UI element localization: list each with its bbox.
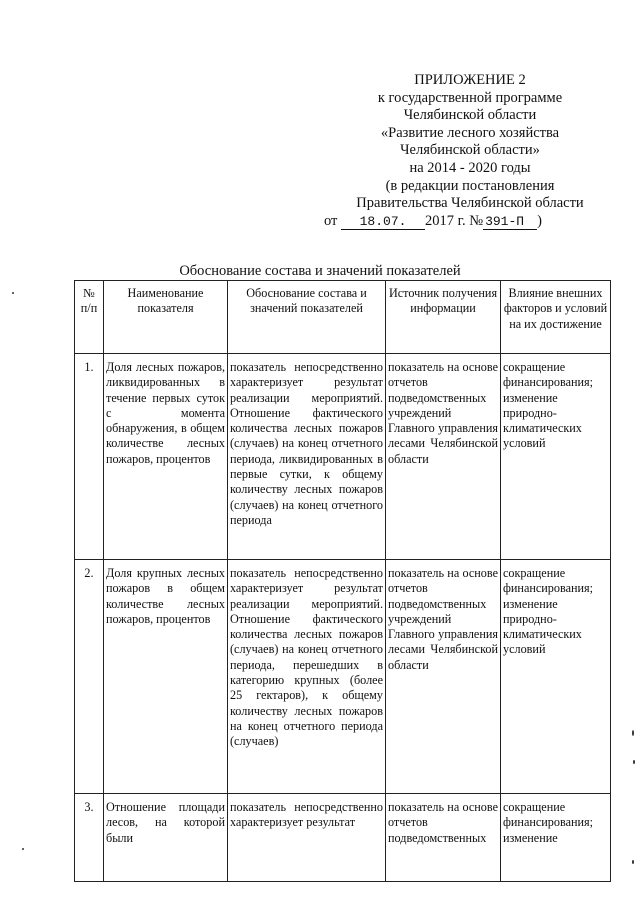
- scan-speck: [22, 848, 24, 850]
- date-prefix: от: [324, 212, 338, 229]
- indicators-table: [74, 280, 611, 882]
- column-header-factors: Влияние внешних факторов и условий на их достижение: [501, 281, 611, 354]
- indicator-factors: сокращение финансирования; изменение природно-климатических условий: [501, 354, 611, 560]
- indicator-source: показатель на основе отчетов подведомственных учреждений Главного управления лесами Челябинской области: [386, 560, 501, 794]
- date-year: 2017 г. №: [425, 212, 484, 229]
- row-number: 2.: [75, 560, 104, 794]
- column-header-source: Источник получения информации: [386, 281, 501, 354]
- column-header-rationale: Обоснование состава и значений показателей: [228, 281, 386, 354]
- scan-speck: [633, 760, 635, 764]
- indicator-name: Доля лесных пожаров, ликвидированных в течение первых суток с момента обнаружения, в общем количестве лесных пожаров, процентов: [104, 354, 228, 560]
- header-line: (в редакции постановления: [385, 177, 555, 194]
- indicator-source: показатель на основе отчетов подведомственных учреждений Главного управления лесами Челябинской области: [386, 354, 501, 560]
- decree-number: 391-П: [483, 214, 537, 230]
- table-row: [75, 354, 611, 560]
- indicator-rationale: показатель непосредственно характеризует результат реализации мероприятий. Отношение фактического количества лесных пожаров (случаев) на конец отчетного периода, перешедших в категорию крупных (более 25 гектаров), к общему количеству лесных пожаров на конец отчетного периода (случаев): [228, 560, 386, 794]
- decree-date-line: [320, 213, 620, 231]
- header-line: Челябинской области»: [400, 142, 540, 159]
- row-number: 1.: [75, 354, 104, 560]
- header-line: Челябинской области: [403, 107, 537, 124]
- scan-speck: [632, 860, 634, 864]
- table-row: [75, 794, 611, 882]
- indicator-name: Доля крупных лесных пожаров в общем количестве лесных пожаров, процентов: [104, 560, 228, 794]
- indicator-source: показатель на основе отчетов подведомственных: [386, 794, 501, 882]
- header-line: к государственной программе: [377, 89, 563, 106]
- header-line: Правительства Челябинской области: [356, 195, 584, 212]
- date-day: 18.07.: [341, 214, 425, 230]
- header-line: «Развитие лесного хозяйства: [380, 124, 560, 141]
- indicator-factors: сокращение финансирования; изменение природно-климатических условий: [501, 560, 611, 794]
- table-title: Обоснование состава и значений показателей: [179, 263, 461, 279]
- scan-speck: [632, 730, 634, 736]
- header-line: на 2014 - 2020 годы: [409, 159, 531, 176]
- indicator-name: Отношение площади лесов, на которой были: [104, 794, 228, 882]
- table-header-row: [75, 281, 611, 354]
- table-row: [75, 560, 611, 794]
- appendix-header: [320, 72, 620, 230]
- scan-speck: [12, 292, 14, 294]
- column-header-number: № п/п: [75, 281, 104, 354]
- indicator-rationale: показатель непосредственно характеризует результат: [228, 794, 386, 882]
- indicator-factors: сокращение финансирования; изменение: [501, 794, 611, 882]
- column-header-name: Наименование показателя: [104, 281, 228, 354]
- date-suffix: ): [537, 212, 542, 229]
- indicator-rationale: показатель непосредственно характеризует результат реализации мероприятий. Отношение фактического количества лесных пожаров (случаев) на конец отчетного периода, ликвидированных в первые сутки, к общему количеству лесных пожаров (случаев) на конец отчетного периода: [228, 354, 386, 560]
- header-line: ПРИЛОЖЕНИЕ 2: [414, 72, 526, 88]
- row-number: 3.: [75, 794, 104, 882]
